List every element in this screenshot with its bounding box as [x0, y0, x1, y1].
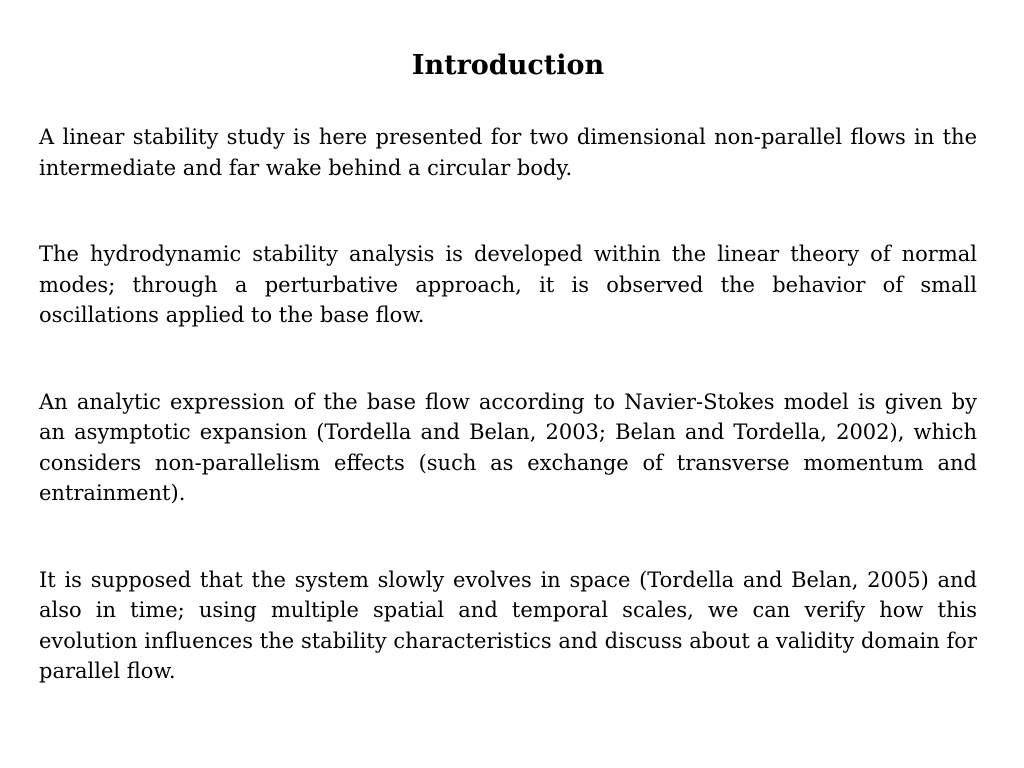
paragraph-4: It is supposed that the system slowly evolves in space (Tordella and Belan, 2005) and also in time; using multiple spatial and temporal scales, we can verify how this evolution influences the stability characteristics and discuss about a validity domain for parallel flow. — [39, 567, 977, 683]
page-title: Introduction — [411, 50, 605, 81]
paragraph-3: An analytic expression of the base flow according to Navier-Stokes model is given by an asymptotic expansion (Tordella and Belan, 2003; Belan and Tordella, 2002), which considers non-parallelism effects (such as exchange of transverse momentum and entrainment). — [39, 389, 977, 505]
paragraph-1: A linear stability study is here presented for two dimensional non-parallel flows in the intermediate and far wake behind a circular body. — [39, 125, 977, 180]
paragraph-2: The hydrodynamic stability analysis is developed within the linear theory of normal modes; through a perturbative approach, it is observed the behavior of small oscillations applied to the base flow. — [39, 242, 977, 327]
